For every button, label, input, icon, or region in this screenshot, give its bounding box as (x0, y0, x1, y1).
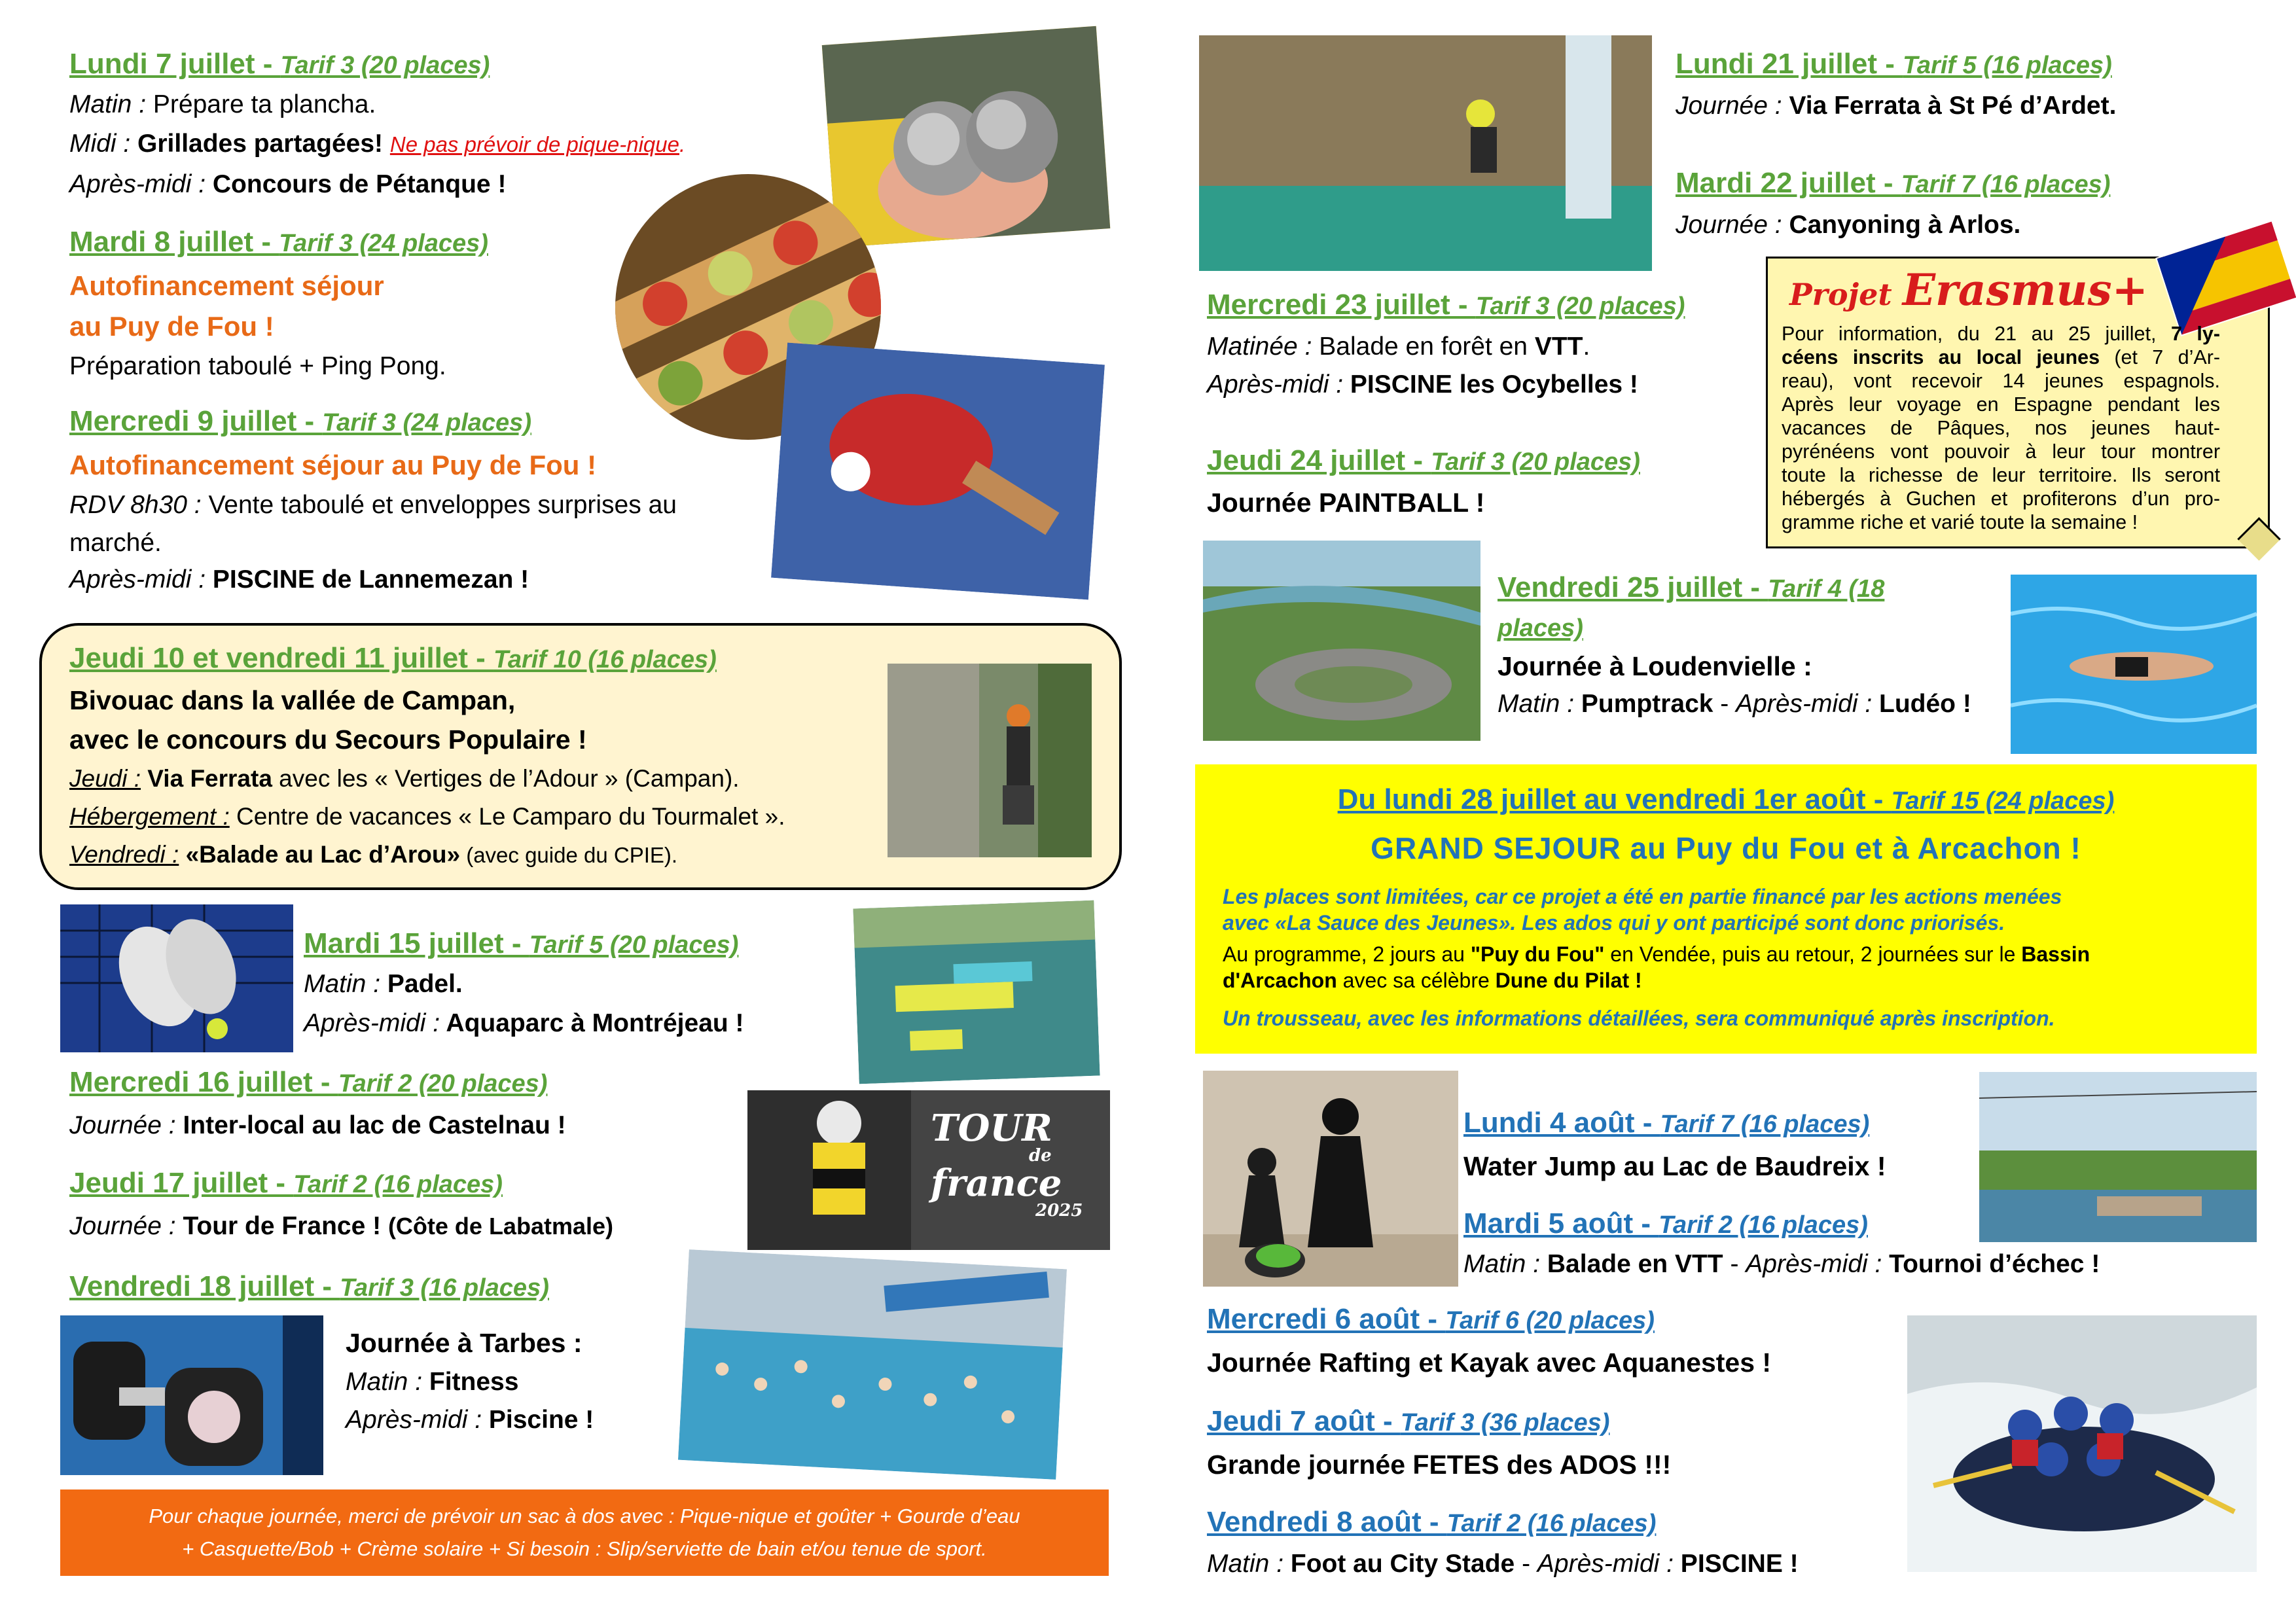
date: Lundi 7 juillet - (69, 48, 281, 80)
date: Vendredi 8 août - (1207, 1506, 1447, 1538)
water-jump-photo (1979, 1072, 2257, 1242)
value: PISCINE de Lannemezan ! (206, 565, 529, 594)
value: Via Ferrata à St Pé d’Ardet. (1782, 92, 2117, 120)
title-vendredi-18 (69, 1268, 549, 1306)
petanque-photo (822, 26, 1111, 248)
title-vendredi-25 (1498, 569, 1884, 607)
date: Mercredi 23 juillet - (1207, 289, 1476, 321)
sejour-info-2: avec «La Sauce des Jeunes». Les ados qui y ont participé sont donc priorisés. (1223, 911, 2005, 935)
erasmus-line (1782, 346, 2220, 369)
line-fetes: Grande journée FETES des ADOS !!! (1207, 1450, 1672, 1480)
tdf-logo (931, 1107, 1083, 1221)
date: Mercredi 9 juillet - (69, 405, 323, 437)
date: Du lundi 28 juillet au vendredi 1er août - (1337, 783, 1892, 815)
tarif: Tarif 6 (20 places) (1445, 1307, 1655, 1334)
value: Piscine ! (482, 1406, 594, 1434)
sejour-info-1: Les places sont limitées, car ce projet a été en partie financé par les actions menées (1223, 885, 2062, 908)
value: Grillades partagées! (130, 130, 390, 158)
erasmus-line (1782, 369, 2220, 393)
date: Lundi 4 août - (1463, 1107, 1660, 1139)
title-mercredi-6 (1207, 1301, 1655, 1339)
erasmus-title (1789, 264, 2148, 315)
tarif: Tarif 10 (16 places) (493, 646, 717, 673)
tarif: Tarif 2 (20 places) (338, 1070, 548, 1097)
value: Foot au City Stade (1283, 1550, 1515, 1578)
date: Lundi 21 juillet - (1676, 48, 1903, 80)
canyon-illustration (1199, 35, 1652, 271)
grand-sejour-title: GRAND SEJOUR au Puy du Fou et à Arcachon ! (1371, 831, 2081, 865)
label2: Après-midi : (1736, 690, 1873, 718)
tarif: Tarif 5 (16 places) (1903, 52, 2112, 79)
label: Journée : (69, 1212, 176, 1240)
value-bold: Via Ferrata (141, 765, 272, 792)
label: Matin : (304, 970, 381, 998)
ping-pong-illustration (771, 342, 1105, 599)
separator: - (1515, 1550, 1537, 1578)
tarif: Tarif 2 (16 places) (1446, 1510, 1657, 1537)
tarif: Tarif 3 (24 places) (322, 409, 531, 437)
title-lundi-4 (1463, 1105, 1869, 1143)
line-apres-midi (69, 165, 506, 204)
aquaparc-illustration (853, 901, 1100, 1084)
autofinancement-line1: Autofinancement séjour (69, 270, 384, 301)
tarif: Tarif 5 (20 places) (529, 931, 739, 959)
rafting-illustration (1907, 1315, 2257, 1572)
pool-tarbes-photo (678, 1249, 1067, 1480)
swimmer-photo (2011, 575, 2257, 754)
value2: Tournoi d’échec ! (1882, 1250, 2100, 1278)
pumptrack-photo (1203, 541, 1480, 741)
date: Jeudi 10 et vendredi 11 juillet - (69, 642, 494, 674)
tdf-france: france (931, 1162, 1062, 1205)
title-mardi-15 (304, 925, 738, 963)
title-jeudi-10 (69, 640, 717, 678)
erasmus-line (1782, 510, 2220, 534)
tarif: Tarif 7 (16 places) (1901, 171, 2111, 198)
label: Midi : (69, 130, 131, 158)
label: Après-midi : (346, 1406, 482, 1434)
sejour-programme-1 (1223, 941, 2090, 967)
title-lundi-7 (69, 46, 490, 84)
line-hebergement (69, 797, 785, 836)
ping-pong-photo (771, 342, 1105, 599)
value2: Ludéo ! (1872, 690, 1971, 718)
erasmus-text-part: Pour information, du 21 au 25 juillet, (1782, 323, 2171, 345)
tarif: Tarif 3 (16 places) (340, 1274, 549, 1302)
swimmer-illustration (2011, 575, 2257, 754)
value: PISCINE les Ocybelles ! (1343, 370, 1638, 399)
erasmus-line (1782, 463, 2220, 487)
rafting-photo (1907, 1315, 2257, 1572)
erasmus-text-part: Après leur voyage en Espagne pendant les (1782, 393, 2220, 416)
date: Jeudi 24 juillet - (1207, 444, 1431, 476)
prog-f: avec sa célèbre (1336, 969, 1496, 992)
date: Mardi 15 juillet - (304, 927, 529, 959)
autofinancement-full: Autofinancement séjour au Puy de Fou ! (69, 450, 597, 480)
line-journee (1676, 205, 2020, 245)
line-vendredi (69, 835, 677, 875)
date: Jeudi 17 juillet - (69, 1167, 294, 1199)
erasmus-lines (1782, 322, 2220, 534)
title-mardi-5 (1463, 1205, 1868, 1243)
title-mercredi-9 (69, 403, 531, 441)
title-vendredi-25-cont (1498, 609, 1583, 647)
erasmus-text-part: toute la richesse de leur territoire. Ils seront (1782, 464, 2220, 486)
sejour-programme-2 (1223, 967, 1642, 993)
petanque-illustration (822, 26, 1111, 248)
footer-line2: + Casquette/Bob + Crème solaire + Si besoin : Slip/serviette de bain et/ou tenue de sport. (182, 1537, 987, 1560)
prog-b: "Puy du Fou" (1470, 942, 1605, 966)
value-bold: VTT (1534, 332, 1583, 361)
tarif: Tarif 3 (24 places) (279, 230, 488, 257)
water-jump-illustration (1979, 1072, 2257, 1242)
line-apres-midi (69, 560, 529, 599)
erasmus-line (1782, 487, 2220, 510)
separator: - (1723, 1250, 1746, 1278)
tarif: Tarif 3 (20 places) (1431, 448, 1640, 476)
canyon-photo (1199, 35, 1652, 271)
value-small: (Côte de Labatmale) (387, 1213, 613, 1240)
prog-g: Dune du Pilat ! (1495, 969, 1642, 992)
value: Aquaparc à Montréjeau ! (440, 1009, 744, 1037)
erasmus-text-part: pyrénéens vont pouvoir à leur tour montrer (1782, 440, 2220, 463)
tarif: Tarif 3 (20 places) (1475, 293, 1685, 320)
title-grand-sejour (1195, 781, 2257, 819)
erasmus-line (1782, 322, 2220, 346)
line-loudenvielle: Journée à Loudenvielle : (1498, 651, 1812, 681)
line-matin (1463, 1245, 2100, 1284)
tarif: Tarif 4 (18 (1768, 575, 1885, 603)
label2: Après-midi : (1746, 1250, 1882, 1278)
prog-c: en Vendée, puis au retour, 2 journées sur le (1604, 942, 2022, 966)
label: Matinée : (1207, 332, 1312, 361)
label: Matin : (1463, 1250, 1541, 1278)
label: Après-midi : (69, 565, 206, 594)
padel-illustration (60, 904, 293, 1052)
date: Mercredi 16 juillet - (69, 1066, 338, 1098)
value-bold: «Balade au Lac d’Arou» (179, 841, 461, 868)
erasmus-line (1782, 393, 2220, 416)
value: Fitness (422, 1368, 519, 1396)
footer-line1: Pour chaque journée, merci de prévoir un sac à dos avec : Pique-nique et goûter + Gourde d’eau (149, 1505, 1020, 1527)
sejour-info-3: Un trousseau, avec les informations détaillées, sera communiqué après inscription. (1223, 1007, 2055, 1030)
date: Mardi 8 juillet - (69, 226, 279, 258)
line-rdv (69, 486, 677, 525)
value: Centre de vacances « Le Camparo du Tourmalet ». (229, 803, 785, 830)
date: Jeudi 7 août - (1207, 1405, 1401, 1437)
tarif: Tarif 7 (16 places) (1660, 1111, 1870, 1138)
line-preparation: Préparation taboulé + Ping Pong. (69, 352, 446, 380)
line-matin (69, 85, 376, 124)
title-mercredi-16 (69, 1064, 547, 1102)
title-mercredi-23 (1207, 287, 1685, 325)
label: Jeudi : (69, 765, 141, 792)
value: Prépare ta plancha. (146, 90, 376, 118)
bivouac-line2: avec le concours du Secours Populaire ! (69, 724, 587, 755)
date: Vendredi 25 juillet - (1498, 571, 1768, 603)
line-jeudi (69, 759, 740, 798)
label: Après-midi : (304, 1009, 440, 1037)
tarif: Tarif 3 (20 places) (280, 52, 490, 79)
line-matin (1498, 685, 1971, 724)
value: Inter-local au lac de Castelnau ! (175, 1111, 566, 1139)
label: Après-midi : (69, 170, 206, 198)
line-matin (1207, 1544, 1799, 1584)
date: Mardi 5 août - (1463, 1207, 1659, 1240)
value: Balade en forêt en (1312, 332, 1535, 361)
label: Matin : (1498, 690, 1575, 718)
tarif-cont: places) (1498, 615, 1583, 642)
label: Matin : (346, 1368, 423, 1396)
erasmus-bold: céens inscrits au local jeunes (1782, 346, 2100, 368)
fitness-photo (60, 1315, 323, 1475)
title-jeudi-24 (1207, 442, 1640, 480)
tour-de-france-photo (747, 1090, 1110, 1250)
value: Canyoning à Arlos. (1782, 211, 2021, 239)
autofinancement-line2: au Puy de Fou ! (69, 311, 274, 342)
value-end: . (1583, 332, 1590, 361)
title-mardi-22 (1676, 165, 2110, 203)
line-paintball: Journée PAINTBALL ! (1207, 488, 1485, 518)
label: Après-midi : (1207, 370, 1344, 399)
erasmus-line (1782, 440, 2220, 463)
prog-a: Au programme, 2 jours au (1223, 942, 1471, 966)
label2: Après-midi : (1537, 1550, 1674, 1578)
tdf-year: 2025 (1035, 1201, 1083, 1221)
tarif: Tarif 15 (24 places) (1891, 787, 2115, 815)
line-midi (69, 124, 685, 164)
line-journee (1676, 86, 2116, 126)
line-marche: marché. (69, 529, 162, 557)
line-matin (304, 965, 463, 1004)
value: Tour de France ! (175, 1212, 388, 1240)
prog-e: d'Arcachon (1223, 969, 1337, 992)
title-jeudi-17 (69, 1165, 503, 1203)
erasmus-text-part: hébergés à Guchen et profiterons d’un pro- (1782, 488, 2220, 510)
erasmus-text-part: vacances de Pâques, nos jeunes haut- (1782, 417, 2220, 439)
tarif: Tarif 3 (36 places) (1400, 1409, 1610, 1436)
line-matin (346, 1363, 518, 1402)
value: Balade en VTT (1540, 1250, 1723, 1278)
tarif: Tarif 2 (16 places) (293, 1171, 503, 1198)
line-apres-midi (304, 1004, 744, 1043)
line-matinee (1207, 327, 1590, 366)
footer-band (60, 1489, 1109, 1576)
label: RDV 8h30 : (69, 491, 202, 519)
label: Journée : (1676, 92, 1782, 120)
erasmus-title-prefix: Projet (1789, 277, 1903, 312)
erasmus-text-part: reau), vont recevoir 14 jeunes espagnols. (1782, 370, 2220, 392)
title-jeudi-7-aout (1207, 1403, 1609, 1441)
date: Vendredi 18 juillet - (69, 1270, 340, 1302)
tdf-de: de (1029, 1146, 1052, 1166)
line-journee (69, 1207, 613, 1246)
prog-d: Bassin (2021, 942, 2090, 966)
value: Concours de Pétanque ! (206, 170, 507, 198)
erasmus-text (1782, 322, 2220, 534)
value2: PISCINE ! (1673, 1550, 1799, 1578)
tdf-tour: TOUR (931, 1107, 1052, 1150)
line-rafting: Journée Rafting et Kayak avec Aquanestes ! (1207, 1347, 1772, 1378)
chess-photo (1203, 1071, 1458, 1287)
value: Pumptrack (1574, 690, 1713, 718)
erasmus-title-name: Erasmus+ (1902, 264, 2148, 315)
value: (avec guide du CPIE). (460, 843, 678, 867)
padel-photo (60, 904, 293, 1052)
title-vendredi-8 (1207, 1504, 1656, 1542)
label: Journée : (69, 1111, 176, 1139)
via-ferrata-photo (888, 664, 1092, 857)
pumptrack-illustration (1203, 541, 1480, 741)
title-mardi-8 (69, 224, 488, 262)
label: Journée : (1676, 211, 1782, 239)
erasmus-text-part: gramme riche et varié toute la semaine ! (1782, 511, 2138, 533)
aquaparc-photo (853, 901, 1100, 1084)
note: Ne pas prévoir de pique-nique (389, 132, 679, 156)
line-tarbes: Journée à Tarbes : (346, 1328, 583, 1358)
value: Padel. (380, 970, 463, 998)
title-lundi-21 (1676, 46, 2112, 84)
label: Vendredi : (69, 841, 179, 868)
line-water-jump: Water Jump au Lac de Baudreix ! (1463, 1151, 1886, 1181)
date: Mercredi 6 août - (1207, 1303, 1446, 1335)
line-apres-midi (1207, 365, 1638, 404)
label: Matin : (69, 90, 147, 118)
label: Hébergement : (69, 803, 230, 830)
dumbbells-illustration (60, 1315, 323, 1475)
chess-illustration (1203, 1071, 1458, 1287)
label: Matin : (1207, 1550, 1284, 1578)
bivouac-line1: Bivouac dans la vallée de Campan, (69, 685, 516, 715)
erasmus-text-part: (et 7 d’Ar- (2100, 346, 2221, 368)
separator: - (1713, 690, 1736, 718)
erasmus-bold: 7 ly- (2170, 323, 2220, 345)
erasmus-line (1782, 416, 2220, 440)
value: Vente taboulé et enveloppes surprises au (201, 491, 677, 519)
note-end: . (679, 132, 686, 156)
climber-illustration (888, 664, 1092, 857)
pool-illustration (678, 1249, 1067, 1480)
flags-icon (2155, 220, 2296, 336)
line-journee (69, 1106, 566, 1145)
line-apres-midi (346, 1400, 594, 1440)
value: avec les « Vertiges de l’Adour » (Campan). (272, 765, 740, 792)
tarif: Tarif 2 (16 places) (1659, 1211, 1868, 1239)
date: Mardi 22 juillet - (1676, 167, 1901, 199)
